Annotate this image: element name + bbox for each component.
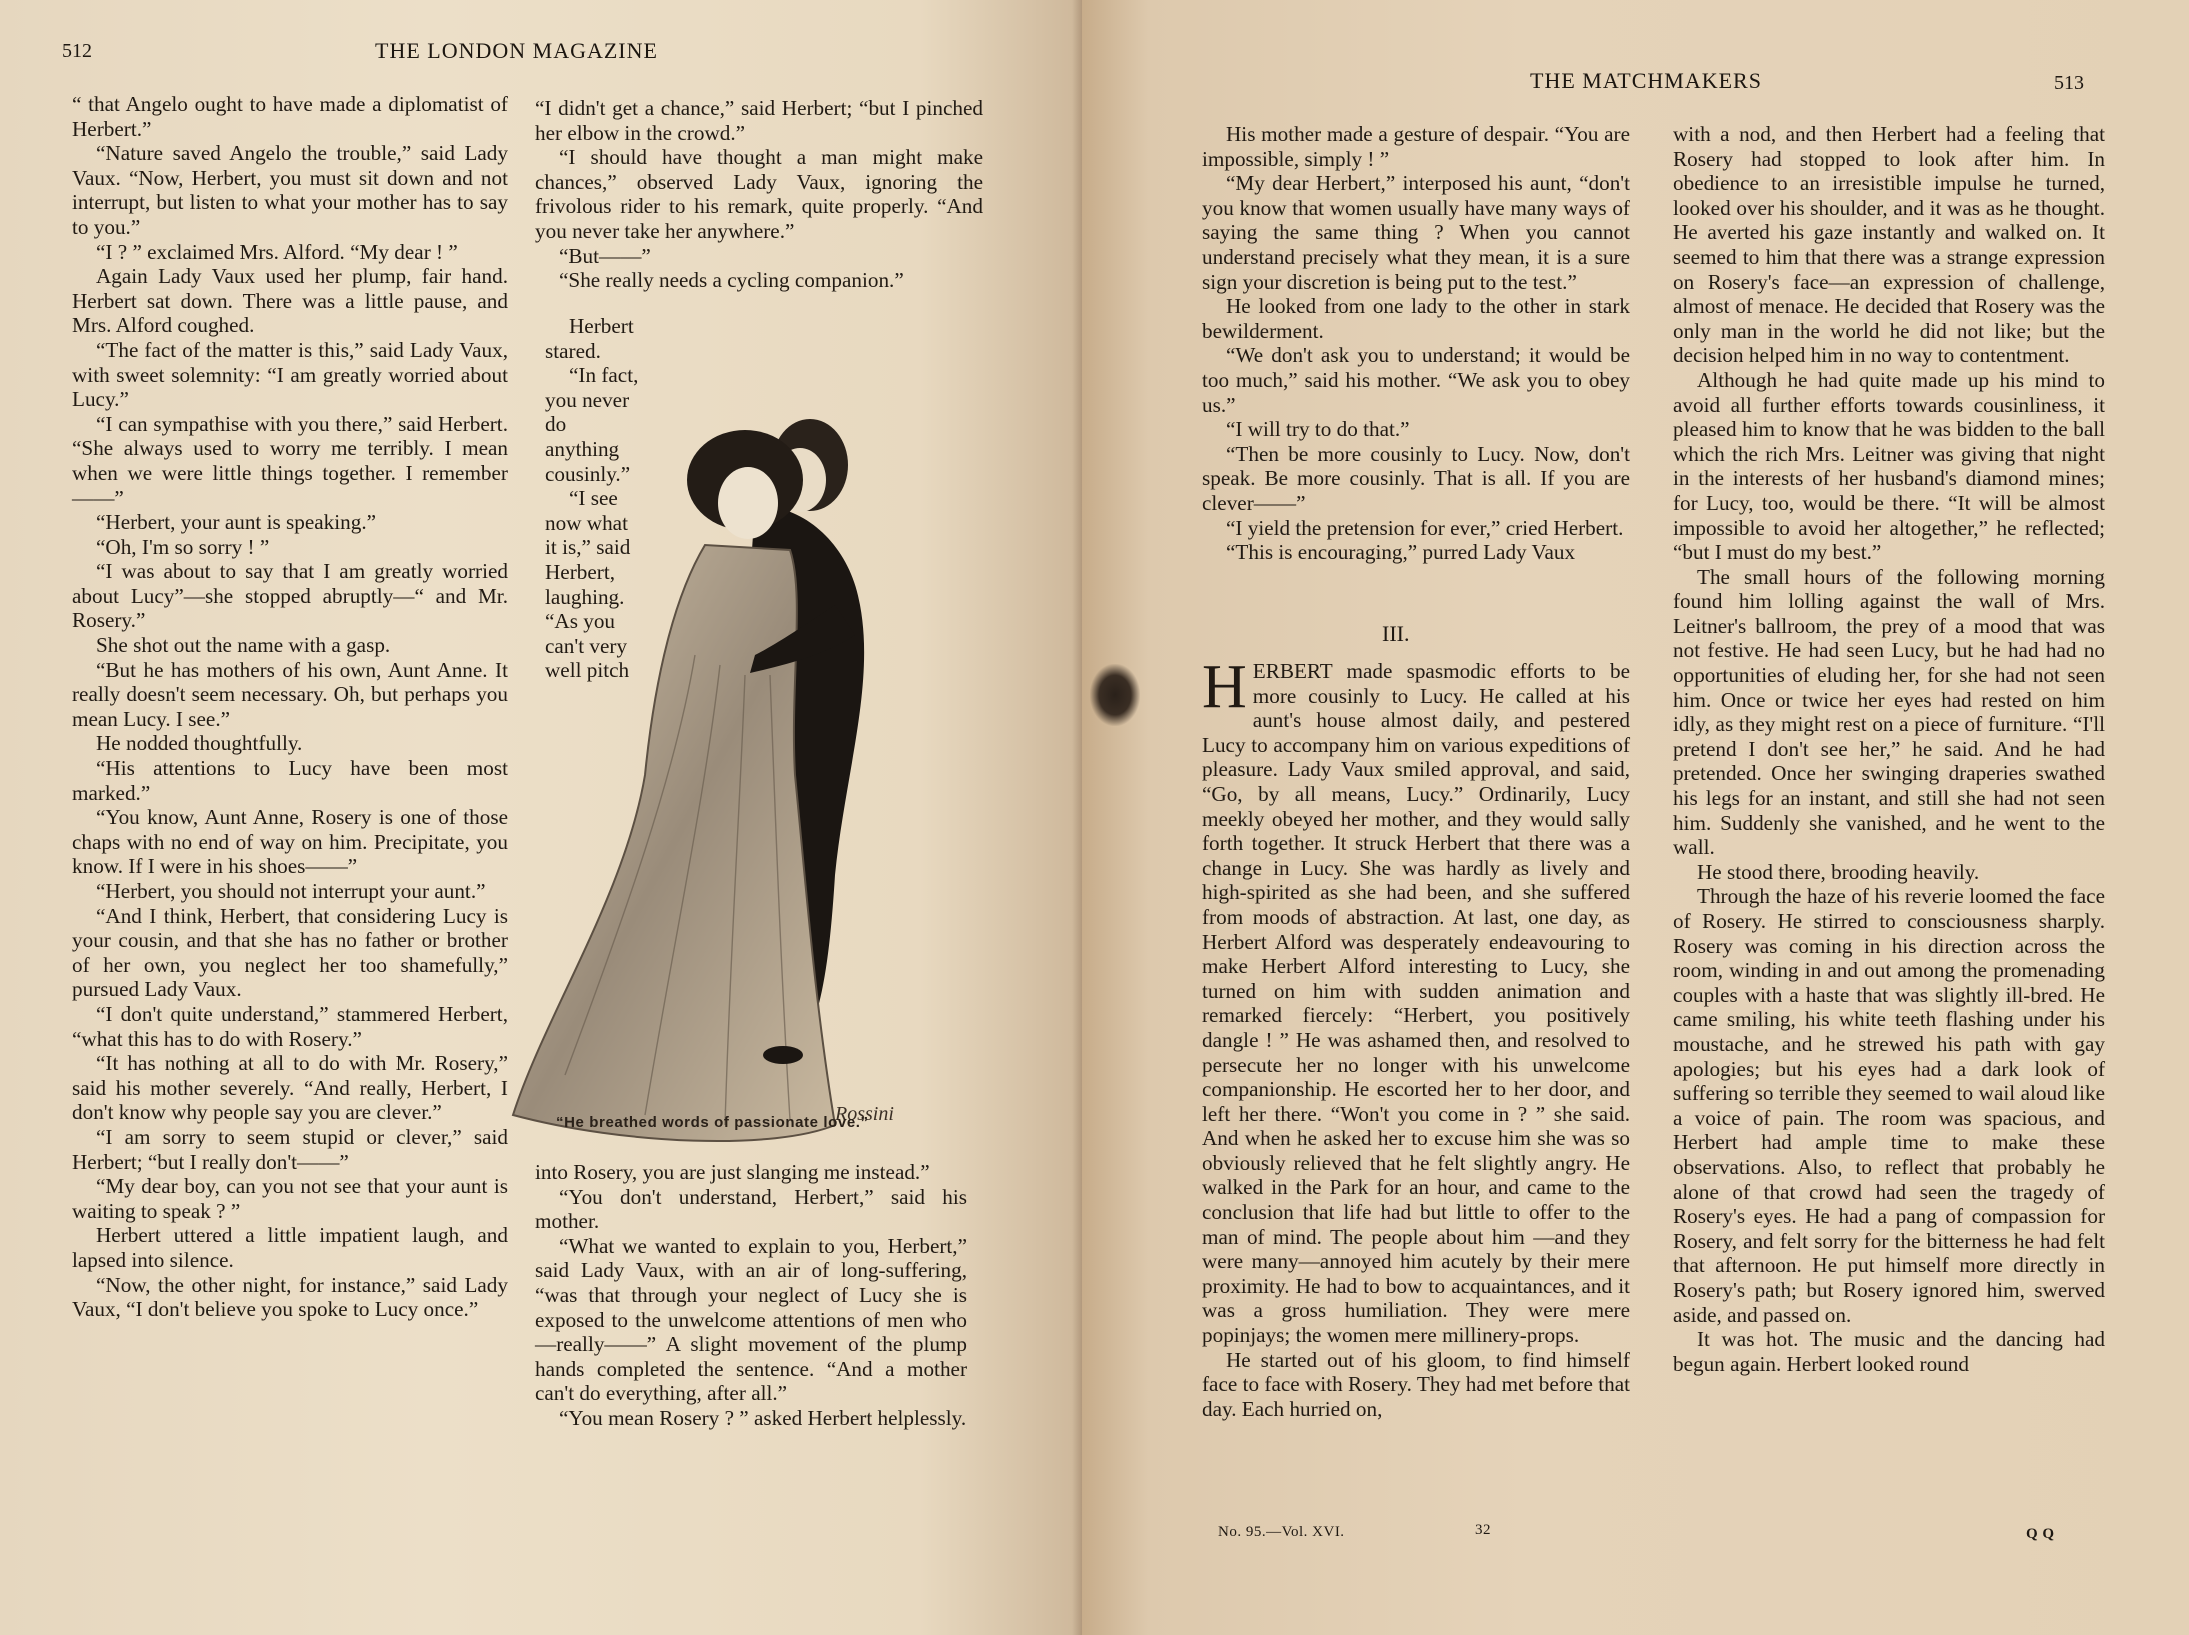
paragraph: “His attentions to Lucy have been most marked.” [72,756,508,805]
section-opening-text: ERBERT made spasmodic efforts to be more cousinly to Lucy. He called at his aunt's house almost daily, and pestered Lucy to accompany him on various expeditions of pleasure. Lady Vaux smiled approval, and said, “Go, by all means, Lucy.” Ordinarily, Lucy meekly obeyed her mother, and they would sally forth together. It struck Herbert that there was a change in Lucy. She was hardly as lively and high-spirited as she had been, and she suffered from moods of abstraction. At last, one day, as Herbert Alford was desperately endeavouring to make Herbert Alford interesting to Lucy, she turned on him with sudden animation and remarked fiercely: “Herbert, you positively dangle ! ” He was ashamed then, and resolved to persecute her no longer with his unwelcome companionship. He escorted her to her door, and left her there. “Won't you come in ? ” she said. And when he asked her to excuse him she was so obviously relieved that he felt slightly angry. He walked in the Park for an hour, and came to the conclusion that life had but little to offer to the man of mind. The people about him —and they were many—annoyed him acutely by their mere proximity. He had to bow to acquaintances, and it was a gross humiliation. They were mere popinjays; the women mere millinery-props. [1202,659,1630,1348]
paragraph: “I ? ” exclaimed Mrs. Alford. “My dear ! ” [96,239,458,264]
paragraph: “I should have thought a man might make chances,” observed Lady Vaux, ignoring the frivolous rider to his remark, quite properly. “And you never take her anywhere.” [535,145,983,243]
paragraph: “In fact, you never do anything cousinly.” [545,363,639,486]
illustration-caption: “He breathed words of passionate love.” [556,1114,869,1131]
paragraph: The small hours of the following morning found him lolling against the wall of Mrs. Leitner's ballroom, the prey of a mood that was not festive. He had seen Lucy, but he had had no opportunities of eluding her, for she had not seen him. Once or twice her eyes had rested on him idly, as they might rest on a piece of furniture. “I'll pretend I don't see her,” he said. And he had pretended. Once her swinging draperies swathed his legs for an instant, and still she had not seen him. Suddenly she vanished, and he went to the wall. [1673,564,2105,860]
footer-signature: 32 [1475,1522,1491,1538]
shoe-shape [763,1046,803,1064]
left-page [0,0,1082,1635]
paragraph: “I can sympathise with you there,” said Herbert. “She always used to worry me terribly. I mean when we were little things together. I remember——” [72,411,508,510]
paragraph: “And I think, Herbert, that considering Lucy is your cousin, and that she has no father or brother of her own, you neglect her too shamefully,” pursued Lady Vaux. [72,903,508,1002]
paragraph: It was hot. The music and the dancing had begun again. Herbert looked round [1673,1327,2105,1376]
section-number: III. [1382,621,1410,646]
paragraph: “We don't ask you to understand; it would be too much,” said his mother. “We ask you to obey us.” [1202,343,1630,417]
paragraph: She shot out the name with a gasp. [96,633,391,658]
left-column-2-top [535,96,983,293]
right-running-head: THE MATCHMAKERS [1530,68,1762,93]
paragraph: “I see now what it is,” said Herbert, laughing. “As you can't very well pitch [545,486,631,683]
footer-volume: No. 95.—Vol. XVI. [1218,1524,1345,1540]
paragraph: “Herbert, your aunt is speaking.” [96,510,377,535]
paragraph: “Then be more cousinly to Lucy. Now, don't speak. Be more cousinly. That is all. If you are clever——” [1202,441,1630,515]
ink-smudge [1090,664,1140,726]
paragraph: “Nature saved Angelo the trouble,” said Lady Vaux. “Now, Herbert, you must sit down and not interrupt, but listen to what your mother has to say to you.” [72,141,508,239]
paragraph: “Oh, I'm so sorry ! ” [96,534,270,559]
left-running-head: THE LONDON MAGAZINE [375,38,658,63]
paragraph: Herbert uttered a little impatient laugh, and lapsed into silence. [72,1223,508,1272]
left-page-number: 512 [62,40,92,62]
left-column-1 [72,92,508,1322]
paragraph: “It has nothing at all to do with Mr. Rosery,” said his mother severely. “And really, Herbert, I don't know why people say you are clever.” [72,1051,508,1125]
paragraph: “I am sorry to seem stupid or clever,” said Herbert; “but I really don't——” [72,1124,508,1174]
paragraph: “But——” [559,243,651,268]
right-column-1-top [1202,122,1630,565]
paragraph: “My dear boy, can you not see that your aunt is waiting to speak ? ” [72,1174,508,1223]
paragraph: “ that Angelo ought to have made a diplomatist of Herbert.” [72,92,508,141]
paragraph: “But he has mothers of his own, Aunt Anne. It really doesn't seem necessary. Oh, but perhaps you mean Lucy. I see.” [72,657,508,731]
right-column-1-last: He started out of his gloom, to find himself face to face with Rosery. They had met before that day. Each hurried on, [1202,1347,1630,1421]
paragraph: “Herbert, you should not interrupt your aunt.” [96,879,486,903]
paragraph: He nodded thoughtfully. [96,731,303,756]
drop-cap: H [1202,653,1247,721]
paragraph: with a nod, and then Herbert had a feeling that Rosery had stopped to look after him. In obedience to an irresistible impulse he turned, looked over his shoulder, and it was as he thought. He averted his gaze instantly and walked on. It seemed to him that there was a strange expression on Rosery's face—an expression of challenge, almost of menace. He decided that Rosery was the only man in the world he did not like; but the decision helped him in no way to contentment. [1673,122,2105,368]
paragraph: “I didn't get a chance,” said Herbert; “but I pinched her elbow in the crowd.” [535,96,983,145]
couple-illustration [505,355,979,1145]
right-page-number: 513 [2054,72,2084,94]
paragraph: He stood there, brooding heavily. [1697,859,1980,884]
paragraph: “I yield the pretension for ever,” cried Herbert. [1226,515,1624,540]
paragraph: “This is encouraging,” purred Lady Vaux [1226,540,1576,565]
paragraph: “I will try to do that.” [1226,417,1410,442]
right-column-1-section [1202,653,1630,1421]
paragraph: “The fact of the matter is this,” said Lady Vaux, with sweet solemnity: “I am greatly worried about Lucy.” [72,337,508,412]
paragraph: “My dear Herbert,” interposed his aunt, “don't you know that women usually have many ways of saying the same thing ? When you cannot understand precisely what they mean, it is a sure sign your discretion is being put to the test.” [1202,171,1630,294]
artist-signature: Rossini [835,1103,894,1125]
paragraph: into Rosery, you are just slanging me instead.” [535,1160,930,1184]
right-column-2 [1673,122,2105,1376]
paragraph: “You don't understand, Herbert,” said his mother. [535,1184,967,1234]
paragraph: He looked from one lady to the other in stark bewilderment. [1202,294,1630,343]
paragraph: His mother made a gesture of despair. “You are impossible, simply ! ” [1202,122,1630,171]
left-column-2-bottom [535,1160,967,1431]
paragraph: Through the haze of his reverie loomed the face of Rosery. He stirred to consciousness sharply. Rosery was coming in his direction across the room, winding in and out among the promenading couples with a haste that was slightly ill-bred. He came smiling, his white teeth flashing under his moustache, and he strewed his path with gay apologies; but his eyes had a dark look of suffering so terrible they seemed to wail aloud like a voice of pain. The room was spacious, and Herbert had ample time to make these observations. Also, to reflect that probably he alone of that crowd had seen the tragedy of Rosery's eyes. He had a pang of compassion for Rosery, and felt sorry for the bitterness he had felt that afternoon. He put himself more directly in Rosery's path; but Rosery ignored him, swerved aside, and passed on. [1673,884,2105,1327]
paragraph: Although he had quite made up his mind to avoid all further efforts towards cousinliness, it pleased him to know that he was bidden to the ball which the rich Mrs. Leitner was giving that night in the interests of her husband's diamond mines; for Lucy, too, would be there. “It will be almost impossible to avoid her altogether,” he reflected; “but I must do my best.” [1673,367,2105,565]
paragraph: “I was about to say that I am greatly worried about Lucy”—she stopped abruptly—“ and Mr. Rosery.” [72,559,508,633]
paragraph: “I don't quite understand,” stammered Herbert, “what this has to do with Rosery.” [72,1001,508,1051]
footer-catchword: Q Q [2026,1526,2055,1542]
paragraph: Again Lady Vaux used her plump, fair hand. Herbert sat down. There was a little pause, and Mrs. Alford coughed. [72,264,508,338]
paragraph: Herbert stared. [545,314,634,363]
paragraph: “You mean Rosery ? ” asked Herbert helplessly. [559,1405,967,1430]
paragraph: “She really needs a cycling companion.” [559,268,904,293]
paragraph: “What we wanted to explain to you, Herbert,” said Lady Vaux, with an air of long-suffering, “was that through your neglect of Lucy she is exposed to the unwelcome attentions of men who—really——” A slight movement of the plump hands completed the sentence. “And a mother can't do everything, after all.” [535,1233,967,1406]
paragraph: “Now, the other night, for instance,” said Lady Vaux, “I don't believe you spoke to Lucy once.” [72,1272,508,1322]
paragraph: “You know, Aunt Anne, Rosery is one of those chaps with no end of way on him. Precipitate, you know. If I were in his shoes——” [72,805,508,879]
woman-face-shape [718,467,778,539]
